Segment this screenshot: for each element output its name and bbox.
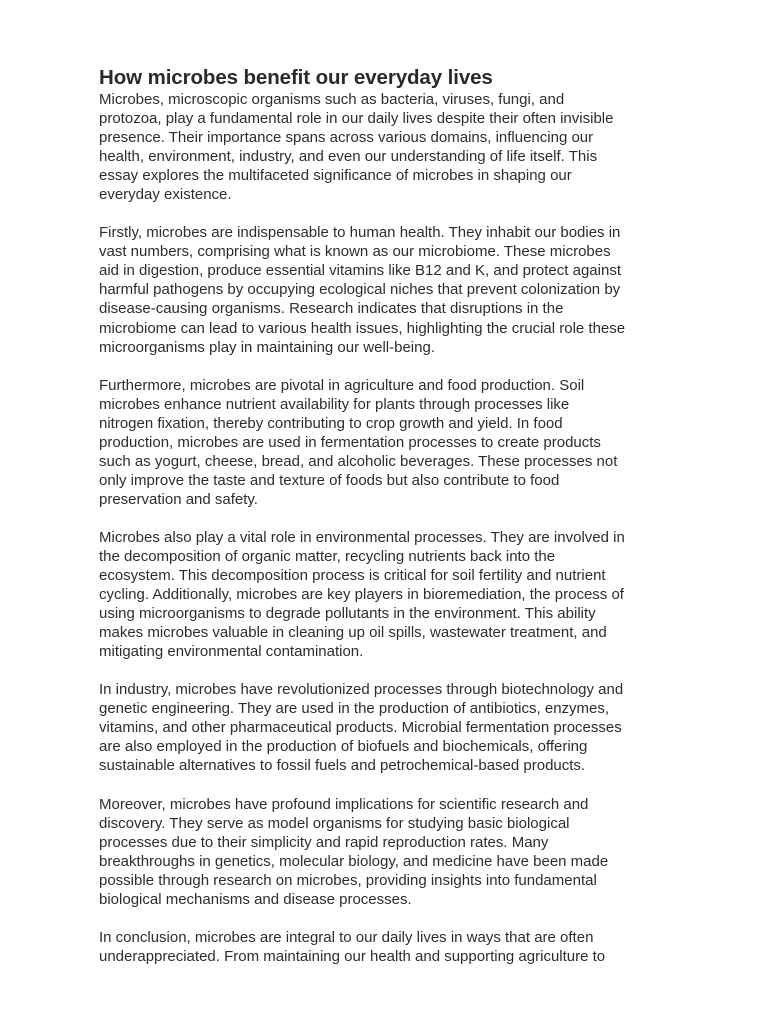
text-line: Furthermore, microbes are pivotal in agriculture and food production. Soil [99, 376, 585, 394]
document-page [99, 66, 679, 985]
text-line: harmful pathogens by occupying ecological niches that prevent colonization by [99, 281, 621, 299]
text-line: the decomposition of organic matter, recycling nutrients back into the [99, 547, 556, 565]
text-line: microorganisms play in maintaining our well-being. [99, 338, 435, 356]
text-line: only improve the taste and texture of foods but also contribute to food [99, 471, 560, 489]
text-line: production, microbes are used in fermentation processes to create products [99, 433, 601, 451]
text-line: genetic engineering. They are used in the production of antibiotics, enzymes, [99, 700, 610, 718]
text-line: essay explores the multifaceted significance of microbes in shaping our [99, 167, 572, 185]
text-line: health, environment, industry, and even our understanding of life itself. This [99, 148, 598, 166]
text-line: biological mechanisms and disease processes. [99, 890, 412, 908]
text-line: microbiome can lead to various health issues, highlighting the crucial role these [99, 319, 626, 337]
text-line: are also employed in the production of biofuels and biochemicals, offering [99, 738, 588, 756]
text-line: mitigating environmental contamination. [99, 643, 364, 661]
paragraph-agriculture [99, 376, 679, 509]
text-line: presence. Their importance spans across various domains, influencing our [99, 129, 594, 147]
paragraph-intro [99, 90, 679, 204]
text-line: cycling. Additionally, microbes are key players in bioremediation, the process of [99, 586, 624, 604]
text-line: discovery. They serve as model organisms for studying basic biological [99, 814, 570, 832]
text-line: In conclusion, microbes are integral to our daily lives in ways that are often [99, 928, 594, 946]
text-line: preservation and safety. [99, 490, 258, 508]
paragraph-conclusion [99, 928, 679, 966]
text-line: protozoa, play a fundamental role in our daily lives despite their often invisible [99, 110, 614, 128]
text-line: underappreciated. From maintaining our health and supporting agriculture to [99, 947, 606, 965]
paragraph-environment [99, 528, 679, 661]
paragraph-health [99, 223, 679, 356]
text-line: everyday existence. [99, 186, 232, 204]
text-line: Firstly, microbes are indispensable to human health. They inhabit our bodies in [99, 224, 621, 242]
paragraph-industry [99, 680, 679, 775]
text-line: possible through research on microbes, providing insights into fundamental [99, 871, 597, 889]
paragraph-research [99, 795, 679, 909]
text-line: using microorganisms to degrade pollutants in the environment. This ability [99, 605, 596, 623]
text-line: Microbes also play a vital role in environmental processes. They are involved in [99, 528, 625, 546]
text-line: aid in digestion, produce essential vitamins like B12 and K, and protect against [99, 262, 621, 280]
text-line: breakthroughs in genetics, molecular biology, and medicine have been made [99, 852, 609, 870]
text-line: vitamins, and other pharmaceutical products. Microbial fermentation processes [99, 719, 622, 737]
text-line: Microbes, microscopic organisms such as bacteria, viruses, fungi, and [99, 91, 565, 108]
text-line: microbes enhance nutrient availability for plants through processes like [99, 395, 570, 413]
text-line: such as yogurt, cheese, bread, and alcoholic beverages. These processes not [99, 452, 618, 470]
text-line: processes due to their simplicity and rapid reproduction rates. Many [99, 833, 549, 851]
text-line: makes microbes valuable in cleaning up oil spills, wastewater treatment, and [99, 624, 607, 642]
text-line: disease-causing organisms. Research indicates that disruptions in the [99, 300, 564, 318]
text-line: vast numbers, comprising what is known as our microbiome. These microbes [99, 243, 611, 261]
document-title: How microbes benefit our everyday lives [99, 66, 493, 89]
text-line: ecosystem. This decomposition process is critical for soil fertility and nutrient [99, 567, 606, 585]
text-line: sustainable alternatives to fossil fuels and petrochemical-based products. [99, 757, 586, 775]
text-line: nitrogen fixation, thereby contributing to crop growth and yield. In food [99, 414, 563, 432]
text-line: Moreover, microbes have profound implications for scientific research and [99, 795, 589, 813]
text-line: In industry, microbes have revolutionized processes through biotechnology and [99, 681, 624, 699]
